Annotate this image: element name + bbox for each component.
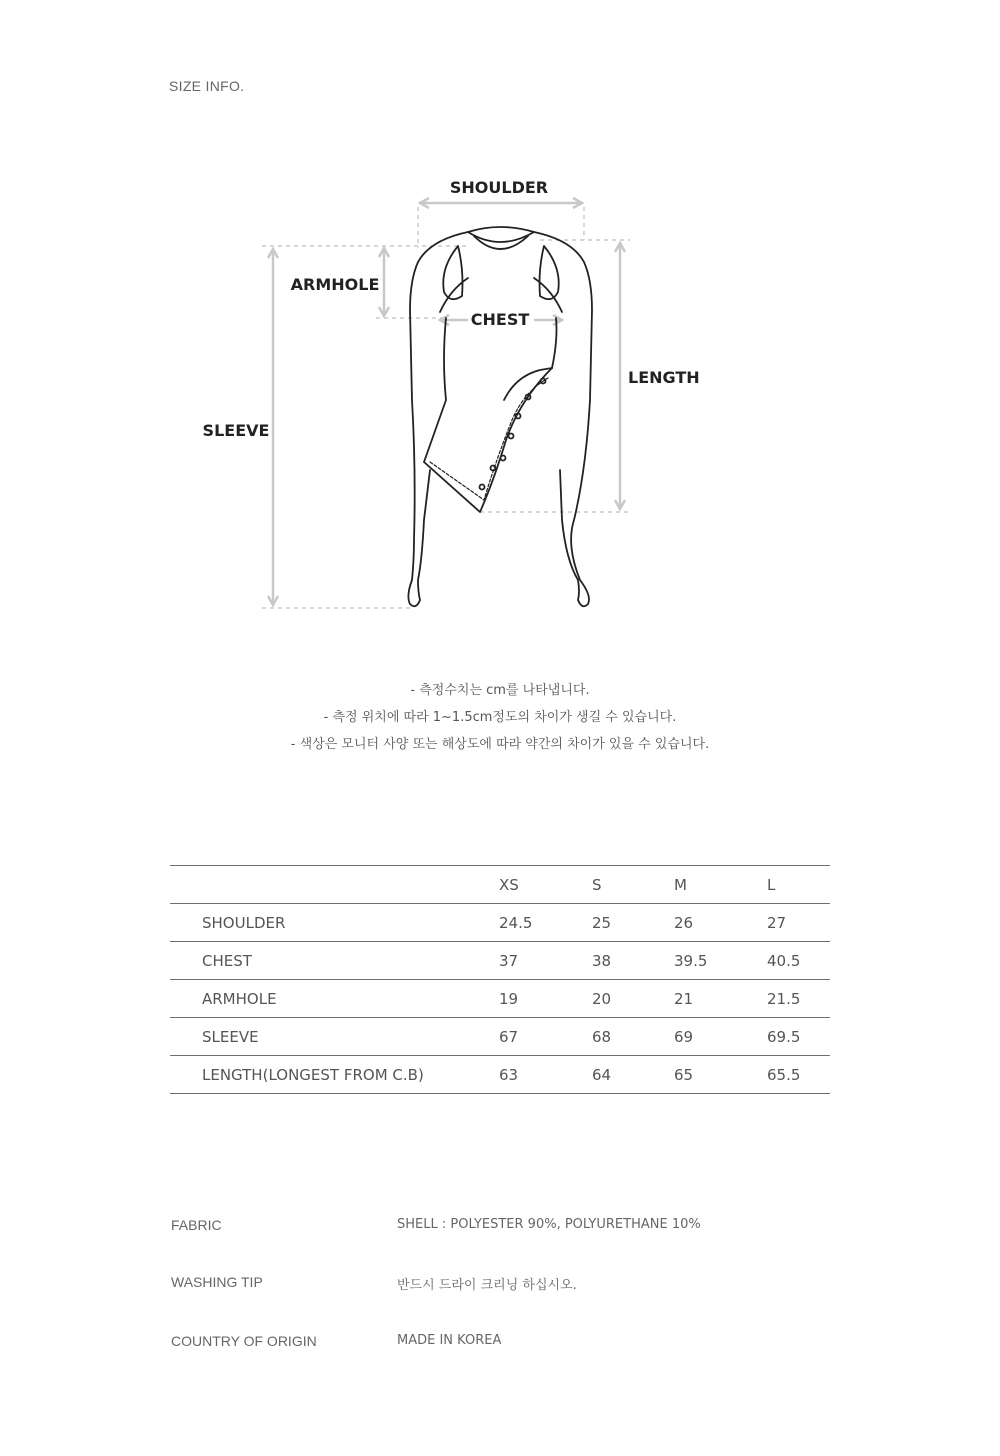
cell: 69 <box>674 1018 767 1056</box>
row-label: LENGTH(LONGEST FROM C.B) <box>170 1056 499 1094</box>
size-table-header <box>170 866 830 904</box>
size-table <box>170 865 830 1094</box>
cell: 67 <box>499 1018 592 1056</box>
garment-outline <box>408 227 592 606</box>
note-line: - 측정 위치에 따라 1~1.5cm정도의 차이가 생길 수 있습니다. <box>323 710 677 725</box>
cell: 64 <box>592 1056 674 1094</box>
diagram-label-shoulder: SHOULDER <box>449 178 549 197</box>
cell: 27 <box>767 904 830 942</box>
cell: 40.5 <box>767 942 830 980</box>
cell: 24.5 <box>499 904 592 942</box>
row-label: ARMHOLE <box>170 980 499 1018</box>
cell: 69.5 <box>767 1018 830 1056</box>
cell: 20 <box>592 980 674 1018</box>
header-s: S <box>592 866 674 904</box>
info-value: 반드시 드라이 크리닝 하십시오. <box>397 1278 577 1293</box>
cell: 65 <box>674 1056 767 1094</box>
note-line: - 색상은 모니터 사양 또는 해상도에 따라 약간의 차이가 있을 수 있습니다. <box>290 737 710 752</box>
cell: 21 <box>674 980 767 1018</box>
info-value: SHELL : POLYESTER 90%, POLYURETHANE 10% <box>397 1217 701 1232</box>
cell: 68 <box>592 1018 674 1056</box>
diagram-label-sleeve: SLEEVE <box>202 421 270 440</box>
cell: 26 <box>674 904 767 942</box>
cell: 63 <box>499 1056 592 1094</box>
header-blank <box>170 866 499 904</box>
info-key: WASHING TIP <box>171 1274 263 1290</box>
header-m: M <box>674 866 767 904</box>
row-label: SHOULDER <box>170 904 499 942</box>
info-value: MADE IN KOREA <box>397 1333 502 1348</box>
cell: 65.5 <box>767 1056 830 1094</box>
row-label: SLEEVE <box>170 1018 499 1056</box>
header-xs: XS <box>499 866 592 904</box>
diagram-label-length: LENGTH <box>628 368 700 387</box>
cell: 21.5 <box>767 980 830 1018</box>
table-row <box>170 942 830 980</box>
info-key: FABRIC <box>171 1217 222 1233</box>
row-label: CHEST <box>170 942 499 980</box>
cell: 19 <box>499 980 592 1018</box>
cell: 38 <box>592 942 674 980</box>
measurement-notes <box>0 681 1000 762</box>
info-key: COUNTRY OF ORIGIN <box>171 1333 317 1349</box>
cell: 37 <box>499 942 592 980</box>
cell: 25 <box>592 904 674 942</box>
table-row <box>170 1018 830 1056</box>
table-row <box>170 904 830 942</box>
note-line: - 측정수치는 cm를 나타냅니다. <box>410 683 590 698</box>
diagram-label-armhole: ARMHOLE <box>290 275 380 294</box>
section-title: SIZE INFO. <box>169 78 245 94</box>
garment-measurement-diagram <box>0 150 1000 630</box>
header-l: L <box>767 866 830 904</box>
table-row <box>170 1056 830 1094</box>
table-row <box>170 980 830 1018</box>
diagram-label-chest: CHEST <box>470 310 530 329</box>
cell: 39.5 <box>674 942 767 980</box>
